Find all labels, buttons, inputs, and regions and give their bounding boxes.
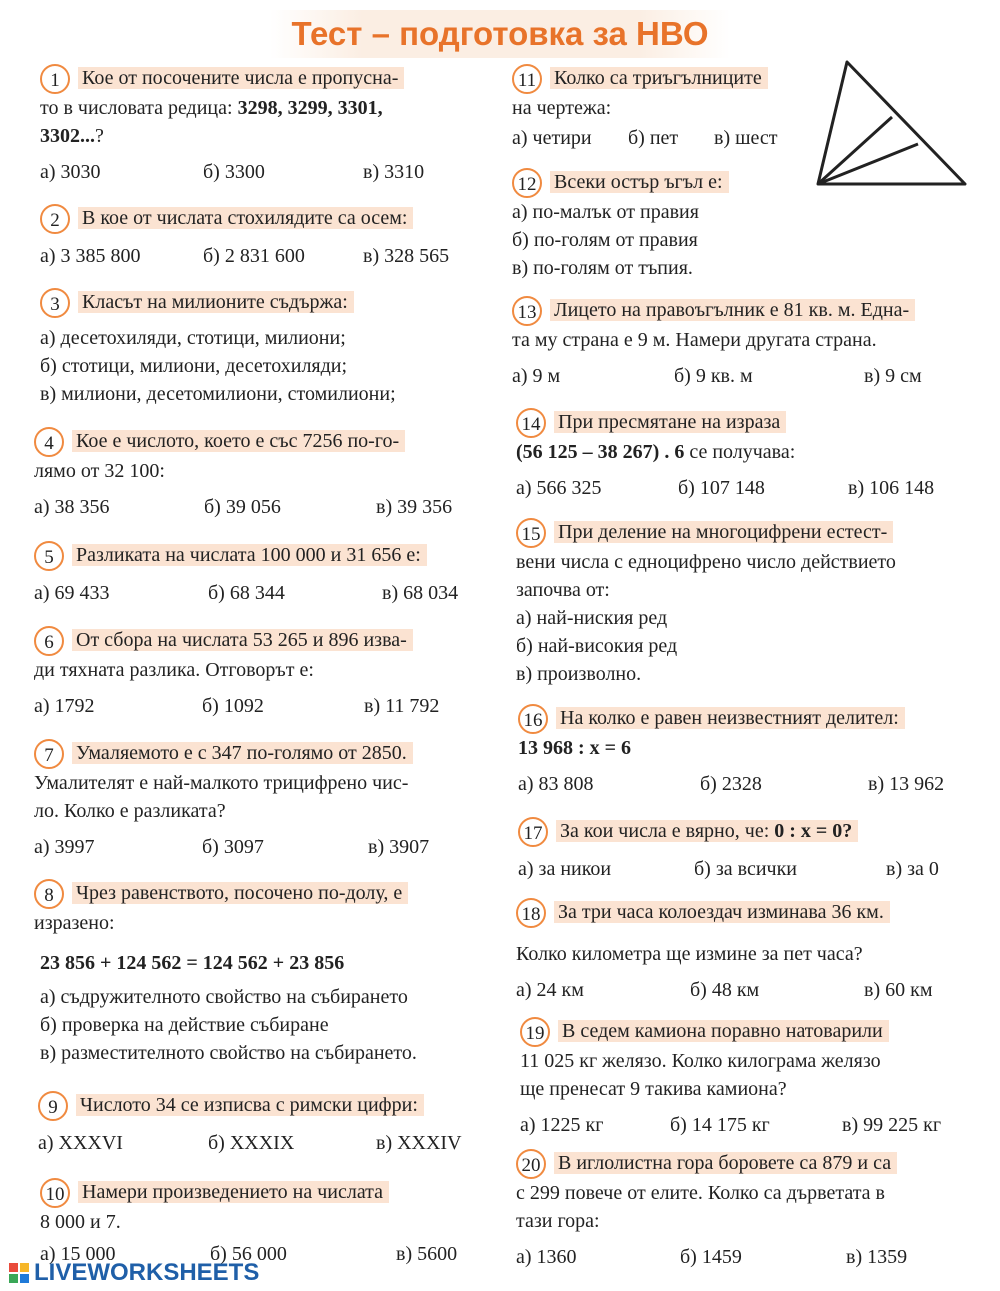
answer-option-a[interactable]: а) 566 325 [516,477,602,500]
question-4 [34,427,480,521]
answer-option-a[interactable]: а) 15 000 [40,1243,116,1266]
question-number: 12 [512,168,542,198]
question-number: 2 [40,204,70,234]
answer-option-c[interactable]: в) 39 356 [376,496,453,519]
answer-option-b[interactable]: б) проверка на действие събиране [40,1014,329,1037]
question-text: Колко са триъгълниците [550,67,768,89]
question-number: 7 [34,739,64,769]
question-text: 11 025 кг желязо. Колко килограма желязо [520,1050,881,1073]
answer-option-b[interactable]: б) пет [628,127,679,150]
answer-option-c[interactable]: в) 13 962 [868,773,945,796]
answer-option-a[interactable]: а) 1792 [34,695,95,718]
page-title: Тест – подготовка за НВО [270,10,730,58]
number-sequence: 3298, 3299, 3301, [237,97,383,120]
question-7 [34,739,480,861]
answer-option-a[interactable]: а) десетохиляди, стотици, милиони; [40,327,346,350]
answer-option-c[interactable]: в) 106 148 [848,477,935,500]
answer-option-a[interactable]: а) 24 км [516,979,584,1002]
question-text: та му страна е 9 м. Намери другата страна. [512,329,877,352]
answer-option-c[interactable]: в) 3907 [368,836,430,859]
answer-option-b[interactable]: б) за всички [694,858,797,881]
answer-option-c[interactable]: в) 328 565 [363,245,450,268]
question-text: ? [95,125,104,148]
answer-option-a[interactable]: а) съдружителното свойство на събирането [40,986,408,1009]
answer-option-b[interactable]: б) 2328 [700,773,762,796]
question-text: В седем камиона поравно натоварили [558,1020,889,1042]
question-number: 15 [516,518,546,548]
question-number: 8 [34,879,64,909]
question-6 [34,626,480,720]
answer-option-b[interactable]: б) 1092 [202,695,264,718]
question-11 [512,64,812,152]
question-text: лямо от 32 100: [34,460,165,483]
question-text: От сбора на числата 53 265 и 896 изва- [72,629,413,651]
question-9 [38,1091,484,1157]
question-15 [516,518,966,688]
answer-option-b[interactable]: б) 9 кв. м [674,365,753,388]
answer-option-c[interactable]: в) 68 034 [382,582,459,605]
question-18 [516,898,966,1004]
question-text: Разликата на числата 100 000 и 31 656 е: [72,544,427,566]
answer-option-b[interactable]: б) 48 км [690,979,760,1002]
answer-option-c[interactable]: в) 1359 [846,1246,908,1269]
question-13 [512,296,962,390]
question-text: В кое от числата стохилядите са осем: [78,207,413,229]
question-text: За кои числа е вярно, че: [560,820,775,842]
question-number: 11 [512,64,542,94]
question-text: с 299 повече от елите. Колко са дърветата в [516,1182,886,1205]
answer-option-a[interactable]: а) 69 433 [34,582,110,605]
question-number: 6 [34,626,64,656]
question-number: 13 [512,296,542,326]
question-2 [40,204,480,270]
answer-option-b[interactable]: б) 3300 [203,161,265,184]
answer-option-c[interactable]: в) 11 792 [364,695,440,718]
equation: 23 856 + 124 562 = 124 562 + 23 856 [40,952,345,975]
question-5 [34,541,480,607]
answer-option-c[interactable]: в) произволно. [516,663,642,686]
answer-option-b[interactable]: б) по-голям от правия [512,229,698,252]
liveworksheets-logo-icon [8,1262,30,1284]
answer-option-a[interactable]: а) 1225 кг [520,1114,604,1137]
question-text: изразено: [34,912,115,935]
question-text: на чертежа: [512,97,612,120]
question-text: се получава: [684,441,796,464]
answer-option-b[interactable]: б) 14 175 кг [670,1114,770,1137]
question-text: Колко километра ще измине за пет часа? [516,943,863,966]
answer-option-b[interactable]: б) 2 831 600 [203,245,305,268]
answer-option-b[interactable]: б) 56 000 [210,1243,287,1266]
question-number: 17 [518,817,548,847]
answer-option-a[interactable]: а) 1360 [516,1246,577,1269]
question-number: 10 [40,1178,70,1208]
expression: (56 125 – 38 267) . 6 [516,441,685,464]
answer-option-c[interactable]: в) по-голям от тъпия. [512,257,693,280]
answer-option-c[interactable]: в) XXXIV [376,1132,462,1155]
question-text: ло. Колко е разликата? [34,800,226,823]
question-19 [520,1017,970,1139]
question-text: В иглолистна гора боровете са 879 и са [554,1152,897,1174]
answer-option-b[interactable]: б) XXXIX [208,1132,295,1155]
answer-option-b[interactable]: б) 3097 [202,836,264,859]
brand-name: LIVEWORKSHEETS [34,1259,260,1286]
answer-option-b[interactable]: б) стотици, милиони, десетохиляди; [40,355,348,378]
question-number: 9 [38,1091,68,1121]
answer-option-c[interactable]: в) за 0 [886,858,939,881]
answer-option-b[interactable]: б) 68 344 [208,582,285,605]
question-text: ще пренесат 9 такива камиона? [520,1078,787,1101]
question-text: то в числовата редица: [40,97,238,120]
question-number: 5 [34,541,64,571]
answer-option-a[interactable]: а) четири [512,127,592,150]
question-text: 8 000 и 7. [40,1211,121,1234]
question-text: Умаляемото е с 347 по-голямо от 2850. [72,742,413,764]
equation: 13 968 : x = 6 [518,737,632,760]
answer-option-c[interactable]: в) 60 км [864,979,933,1002]
question-17 [518,817,968,883]
answer-option-c[interactable]: в) разместителното свойство на събирането. [40,1042,417,1065]
answer-option-a[interactable]: а) 9 м [512,365,561,388]
answer-option-b[interactable]: б) 1459 [680,1246,742,1269]
question-text: Числото 34 се изписва с римски цифри: [76,1094,424,1116]
question-text: Кое от посочените числа е пропусна- [78,67,404,89]
question-number: 19 [520,1017,550,1047]
answer-option-c[interactable]: в) 5600 [396,1243,458,1266]
answer-option-a[interactable]: а) 3997 [34,836,95,859]
answer-option-a[interactable]: а) 38 356 [34,496,110,519]
answer-option-a[interactable]: а) за никои [518,858,612,881]
question-text: тази гора: [516,1210,600,1233]
question-text: Лицето на правоъгълник е 81 кв. м. Една- [550,299,915,321]
question-text: вени числа с едноцифрено число действието [516,551,896,574]
question-text: Умалителят е най-малкото трицифрено чис- [34,772,409,795]
question-number: 3 [40,288,70,318]
question-text: ди тяхната разлика. Отговорът е: [34,659,314,682]
answer-option-a[interactable]: а) 83 808 [518,773,594,796]
question-14 [516,408,966,502]
equation: 0 : x = 0? [774,820,853,842]
number-sequence: 3302... [40,125,95,148]
question-3 [40,288,480,408]
question-10 [40,1178,486,1268]
question-1 [40,64,480,186]
question-number: 1 [40,64,70,94]
answer-option-a[interactable]: а) най-ниския ред [516,607,668,630]
answer-option-a[interactable]: а) XXXVI [38,1132,123,1155]
question-number: 20 [516,1149,546,1179]
answer-option-c[interactable]: в) 3310 [363,161,425,184]
footer-brand[interactable] [8,1258,259,1288]
answer-option-c[interactable]: в) милиони, десетомилиони, стомилиони; [40,383,396,406]
question-text: При деление на многоцифрени естест- [554,521,893,543]
question-text: На колко е равен неизвестният делител: [556,707,905,729]
question-8 [34,879,494,1067]
answer-option-b[interactable]: б) 39 056 [204,496,281,519]
question-number: 4 [34,427,64,457]
answer-option-c[interactable]: в) 9 см [864,365,922,388]
question-text: започва от: [516,579,610,602]
question-number: 18 [516,898,546,928]
question-number: 16 [518,704,548,734]
question-text: Класът на милионите съдържа: [78,291,354,313]
answer-option-b[interactable]: б) най-високия ред [516,635,678,658]
question-text: Всеки остър ъгъл е: [550,171,729,193]
question-text: Кое е числото, което е със 7256 по-го- [72,430,405,452]
question-12 [512,168,952,282]
question-text: За три часа колоездач изминава 36 км. [554,901,890,923]
answer-option-c[interactable]: в) 99 225 кг [842,1114,942,1137]
answer-option-a[interactable]: а) 3030 [40,161,101,184]
question-text: Чрез равенството, посочено по-долу, е [72,882,408,904]
question-number: 14 [516,408,546,438]
question-text: Намери произведението на числата [78,1181,389,1203]
answer-option-c[interactable]: в) шест [714,127,778,150]
question-16 [518,704,968,798]
question-text: При пресмятане на израза [554,411,786,433]
answer-option-a[interactable]: а) 3 385 800 [40,245,141,268]
question-20 [516,1149,966,1271]
answer-option-a[interactable]: а) по-малък от правия [512,201,699,224]
answer-option-b[interactable]: б) 107 148 [678,477,765,500]
